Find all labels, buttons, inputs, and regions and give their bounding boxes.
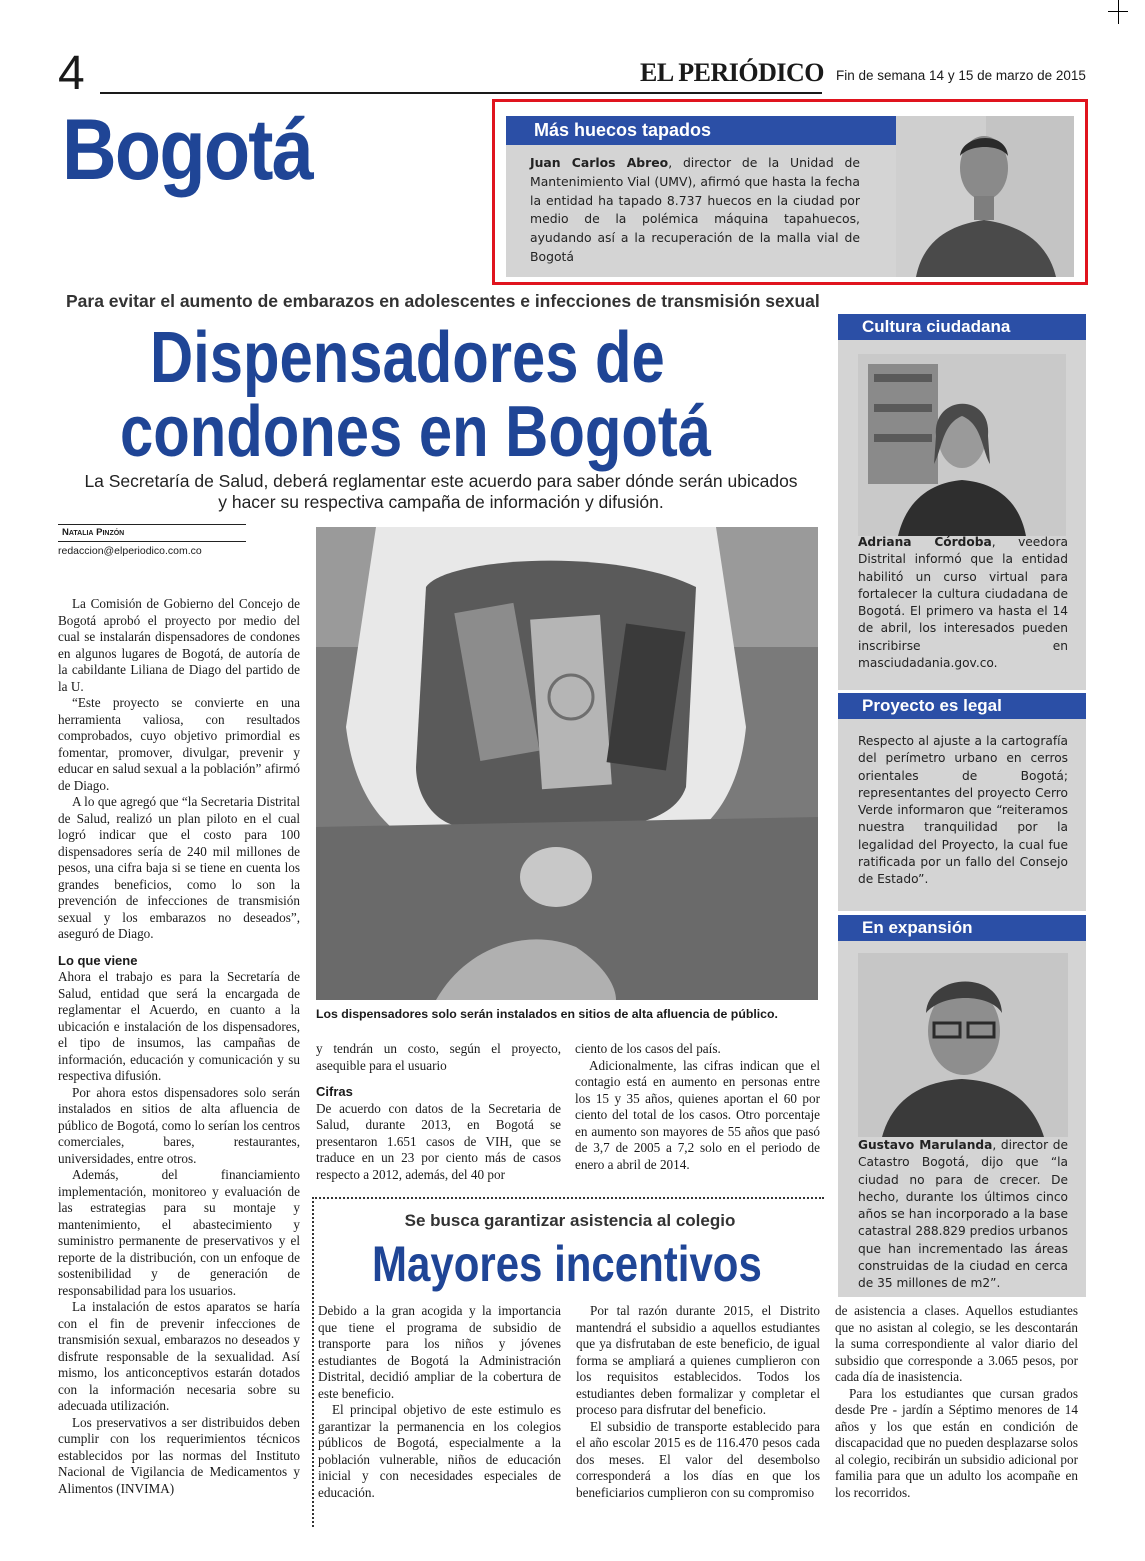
paragraph: “Este proyecto se convierte en una herramienta valiosa, con resultados comprobados, cuyo objetivo primordial es fomentar, promover, divulgar, prevenir y educar en salud sexual a la población” afirmó de Diago. [58,695,300,793]
sidebar-text [858,534,1068,672]
paragraph: De acuerdo con datos de la Secretaria de Salud, durante 2013, en Bogotá se presentaron 1.651 casos de VIH, que se traduce en un 23 por ciento más de casos respecto a 2012, además, del 40 por [316,1100,561,1182]
dotted-rule [312,1197,314,1527]
portrait-photo [858,953,1068,1137]
sidebar-panel-cultura [838,314,1086,690]
paragraph: ciento de los casos del país. [575,1041,721,1056]
sidebar-panel-expansion [838,915,1086,1297]
crop-mark [1108,11,1128,12]
paragraph: Por ahora estos dispensadores solo serán instalados en sitios de alta afluencia de público de Bogotá, como lo serían los centros comerciales, bares, restaurantes, universidades, entre otros. [58,1084,300,1166]
portrait-photo [858,354,1066,536]
sidebar-text: Respecto al ajuste a la cartografía del perímetro urbano en cerros orientales de Bogotá; representantes del proyecto Cerro Verde informaron que “reiteramos nuestra tranquilidad por la legalidad del Proyecto, la cual fue ratificada por un fallo del Consejo de Estado”. [858,734,1068,887]
sidebar-body: , veedora Distrital informó que la entidad habilitó un curso virtual para fortalecer la cultura ciudadana de Bogotá. El primero va hasta el 14 de abril, los interesados pueden inscribirse en masciudadania.gov.co. [858,535,1068,671]
main-deck-line1: La Secretaría de Salud, deberá reglamentar este acuerdo para saber dónde serán ubicados [84,471,798,491]
main-kicker: Para evitar el aumento de embarazos en adolescentes e infecciones de transmisión sexual [66,291,820,311]
byline-email: redaccion@elperiodico.com.co [58,545,202,557]
dispenser-photo [316,527,818,1000]
main-col-2 [316,1041,561,1183]
portrait-photo [896,116,1074,277]
paragraph: La Comisión de Gobierno del Concejo de Bogotá aprobó el proyecto por medio del cual se instalarán dispensadores de condones en algunos lugares de Bogotá, de autoría de la cabildante Liliana de Diago del partido de la U. [58,596,300,694]
byline-rule [58,541,246,542]
paragraph: Ahora el trabajo es para la Secretaría de Salud, entidad que será la encargada de reglamentar el Acuerdo, en cuanto a la ubicación e instalación de los dispensadores, el tipo de insumos, las campañas de información, educación y comunicación y su respectiva difusión. [58,969,300,1083]
brief-top [506,116,1074,277]
photo-caption: Los dispensadores solo serán instalados en sitios de alta afluencia de público. [316,1007,778,1021]
byline-rule [58,524,246,525]
paragraph: Debido a la gran acogida y la importancia que tiene el programa de subsidio de transporte para los niños y jóvenes estudiantes de Bogotá la Administración Distrital, decidió ampliar de la cobertura de este beneficio. [318,1303,561,1401]
brief-top-body: , director de la Unidad de Mantenimiento Vial (UMV), afirmó que hasta la fecha la entidad ha tapado 8.737 huecos en la ciudad por medio de la polémica máquina tapahuecos, ayudando así a la recuperación de la malla vial de Bogotá [530,155,860,264]
dotted-rule [312,1197,824,1199]
sidebar-title: Cultura ciudadana [838,314,1086,340]
main-col-3 [575,1041,820,1173]
paragraph: y tendrán un costo, según el proyecto, asequible para el usuario [316,1041,561,1073]
sidebar-body: , director de Catastro Bogotá, dijo que “la ciudad no para de crecer. De hecho, durante los últimos cinco años se han incorporado a la base catastral 288.829 predios urbanos que han incrementado las áreas construidas de la ciudad en cerca de 35 millones de m2”. [858,1138,1068,1291]
paragraph: de asistencia a clases. Aquellos estudiantes que no asistan al colegio, se les descontarán la suma correspondiente al valor diario del subsidio que corresponde a 3.065 pesos, por cada día de inasistencia. [835,1303,1078,1384]
paragraph: El principal objetivo de este estimulo es garantizar la permanencia en los colegios públicos de Bogotá, especialmente a la población vulnerable, niños de educación inicial y con necesidades especiales de educación. [318,1402,561,1500]
second-col-3 [835,1303,1078,1501]
paragraph: Adicionalmente, las cifras indican que el contagio está en aumento en personas entre los 15 y 35 años, quienes aportan el 60 por ciento del total de los casos. Otro porcentaje en aumento son mayores de 55 años que pasó de 3,7 de 2005 a 7,2 solo en el periodo de enero a abril de 2014. [575,1057,820,1172]
second-kicker: Se busca garantizar asistencia al colegio [404,1211,736,1230]
header-rule [100,92,822,94]
brief-top-name: Juan Carlos Abreo [530,155,669,170]
sidebar-name: Adriana Córdoba [858,535,992,549]
sidebar-panel-proyecto [838,693,1086,911]
sidebar-name: Gustavo Marulanda [858,1138,993,1152]
paragraph: A lo que agregó que “la Secretaria Distrital de Salud, realizó un plan piloto en el cual logró indicar que el costo para 100 dispensadores sería de 240 mil millones de pesos, una cifra baja si se tiene en cuenta los grandes beneficios, como lo son la prevención de infecciones de transmisión sexual y los embarazos no deseados”, aseguró de Diago. [58,794,300,941]
subhead-lo-que-viene: Lo que viene [58,952,138,968]
main-headline-line1: Dispensadores de [150,318,665,398]
paragraph: Por tal razón durante 2015, el Distrito mantendrá el subsidio a aquellos estudiantes que ya disfrutaban de este beneficio, de igual forma se ampliará a quienes cumplieron con los requisitos establecidos. Todos los estudiantes deben formalizar y completar el proceso para disfrutar del beneficio. [576,1303,820,1417]
sidebar-title: Proyecto es legal [838,693,1086,719]
sidebar-text [858,1137,1068,1293]
second-col-2 [576,1303,820,1501]
paragraph: El subsidio de transporte establecido para el año escolar 2015 es de 116.470 pesos cada dos meses. El valor del desembolso corresponderá a los días en que los beneficiarios cumplieron con su compromiso [576,1418,820,1500]
section-title: Bogotá [62,102,313,198]
second-headline: Mayores incentivos [372,1236,762,1292]
paragraph: Además, del financiamiento implementación, monitoreo y evaluación de las estrategias para su montaje y mantenimiento, el abastecimiento y suministro permanente de preservativos y el reporte de la distribución, con un enfoque de sostenibilidad y de generación de responsabilidad para los usuarios. [58,1167,300,1298]
paragraph: Los preservativos a ser distribuidos deben cumplir con los requerimientos técnicos establecidos por las normas del Instituto Nacional de Vigilancia de Medicamentos y Alimentos (INVIMA) [58,1414,300,1496]
second-col-1 [318,1303,561,1501]
page-number: 4 [58,47,85,100]
main-headline-line2: condones en Bogotá [120,392,711,472]
crop-mark [1118,0,1119,24]
paragraph: Para los estudiantes que cursan grados desde Pre - jardín a Séptimo menores de 14 años y los que están en condición de discapacidad que no pueden desplazarse solos al colegio, recibirán un subsidio adicional por familia para que un adulto los acompañe en los recorridos. [835,1385,1078,1500]
main-col-1 [58,596,300,1497]
brief-top-title: Más huecos tapados [506,116,1074,145]
paper-name: EL PERIÓDICO [640,58,824,87]
main-deck-line2: y hacer su respectiva campaña de información y difusión. [218,492,664,512]
brief-top-text [530,154,860,267]
subhead-cifras: Cifras [316,1084,353,1099]
sidebar-title: En expansión [838,915,1086,941]
byline: Natalia Pinzón [62,527,125,538]
paragraph: La instalación de estos aparatos se haría con el fin de prevenir infecciones de transmisión sexual, embarazos no deseados y disfrute responsable de la sexualidad. Así mismo, los anticonceptivos estarán dotados con la información necesaria sobre su adecuada utilización. [58,1299,300,1413]
header-date: Fin de semana 14 y 15 de marzo de 2015 [836,68,1086,83]
